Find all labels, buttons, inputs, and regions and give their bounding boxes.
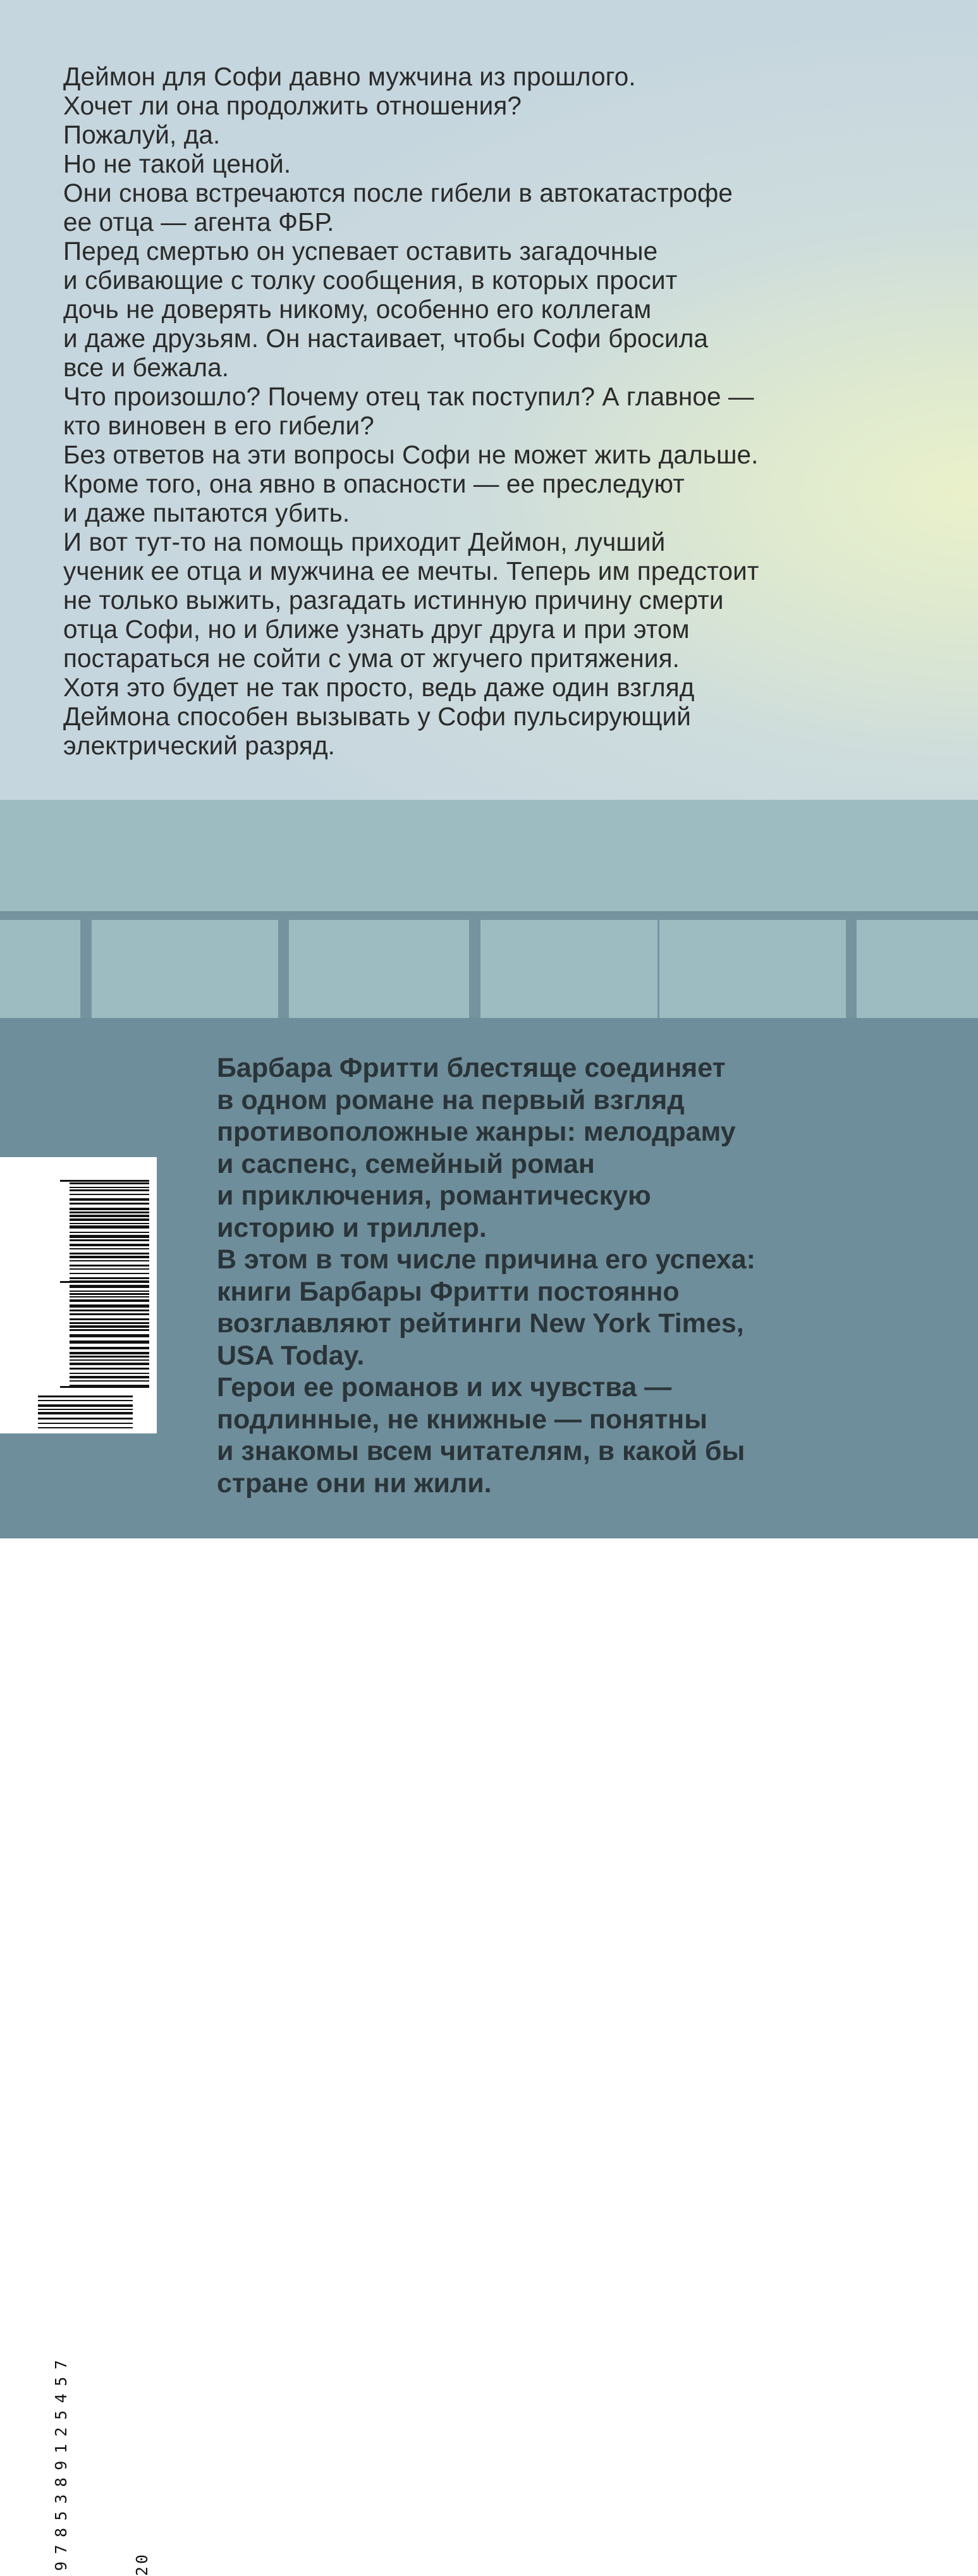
barcode-bar — [70, 1296, 149, 1297]
barcode-bar — [70, 1285, 149, 1288]
wall-panel — [289, 920, 469, 1018]
barcode-bar — [70, 1376, 149, 1378]
synopsis-line: Пожалуй, да. — [63, 120, 221, 149]
barcode-bar — [70, 1368, 149, 1370]
barcode-bar — [70, 1291, 149, 1292]
barcode-digits: 9785389125457 — [52, 2352, 70, 2571]
barcode-bar — [70, 1235, 149, 1238]
praise-line: в одном романе на первый взгляд — [217, 1084, 685, 1115]
synopsis-line: ученик ее отца и мужчина ее мечты. Теперь им предстоит — [63, 556, 759, 586]
barcode-bar — [70, 1299, 149, 1302]
praise-line: противоположные жанры: мелодраму — [217, 1117, 736, 1147]
praise-line: Барбара Фритти блестяще соединяет — [217, 1053, 726, 1083]
praise-line: USA Today. — [217, 1340, 365, 1371]
barcode-bar — [70, 1256, 149, 1258]
synopsis-line: дочь не доверять никому, особенно его коллегам — [63, 295, 652, 324]
synopsis-line: электрический разряд. — [63, 731, 336, 760]
praise-line: возглавляют рейтинги New York Times, — [217, 1308, 744, 1339]
barcode-bar — [38, 1400, 133, 1401]
barcode-bars — [0, 1157, 157, 1433]
synopsis-line: Они снова встречаются после гибели в автокатастрофе — [63, 178, 733, 207]
synopsis-line: Но не такой ценой. — [63, 149, 291, 178]
barcode-bar — [70, 1363, 149, 1365]
praise-line: историю и триллер. — [217, 1212, 487, 1243]
barcode-bar — [70, 1356, 149, 1358]
wall-panel — [0, 920, 80, 1018]
barcode-bar — [70, 1273, 149, 1274]
synopsis-line: Что произошло? Почему отец так поступил? А главное — — [63, 382, 754, 411]
barcode-bar — [38, 1409, 133, 1410]
synopsis-line: отца Софи, но и ближе узнать друг друга и при этом — [63, 615, 690, 644]
wall-panel — [659, 920, 846, 1018]
praise-text — [217, 1052, 963, 1499]
synopsis-line: И вот тут-то на помощь приходит Деймон, лучший — [63, 527, 666, 556]
barcode-bar — [70, 1239, 149, 1241]
barcode-bar — [70, 1189, 149, 1191]
praise-line: Герои ее романов и их чувства — — [217, 1372, 672, 1402]
barcode-bar — [38, 1423, 133, 1424]
barcode-bar — [70, 1211, 149, 1213]
barcode-bar — [70, 1215, 149, 1217]
barcode-bar — [70, 1322, 149, 1324]
wall-upper-band — [0, 800, 978, 911]
barcode-bar — [70, 1373, 149, 1374]
synopsis-line: и сбивающие с толку сообщения, в которых просит — [63, 266, 678, 295]
synopsis-line: кто виновен в его гибели? — [63, 411, 374, 440]
barcode-bar — [60, 1180, 149, 1182]
barcode-bar — [70, 1304, 149, 1308]
wall-panel-row — [0, 920, 978, 1018]
barcode-bar — [70, 1253, 149, 1254]
barcode-bar — [70, 1352, 149, 1354]
barcode-bar — [38, 1418, 133, 1420]
barcode-bar — [70, 1260, 149, 1261]
wall-panel — [92, 920, 278, 1018]
synopsis-line: Без ответов на эти вопросы Софи не может жить дальше. — [63, 440, 759, 469]
barcode-bar — [70, 1340, 149, 1344]
barcode-bar — [70, 1309, 149, 1311]
barcode-bar — [70, 1244, 149, 1246]
synopsis-line: Кроме того, она явно в опасности — ее преследуют — [63, 469, 685, 498]
praise-line: подлинные, не книжные — понятны — [217, 1404, 707, 1435]
synopsis-line: Перед смертью он успевает оставить загадочные — [63, 236, 658, 266]
barcode-bar — [70, 1293, 149, 1295]
barcode-bar — [60, 1281, 149, 1283]
synopsis-line: постараться не сойти с ума от жгучего притяжения. — [63, 644, 680, 673]
praise-line: и знакомы всем читателям, в какой бы — [217, 1436, 745, 1466]
barcode-bar — [70, 1198, 149, 1201]
praise-line: В этом в том числе причина его успеха: — [217, 1244, 755, 1275]
barcode-bar — [70, 1268, 149, 1270]
barcode-bar — [70, 1194, 149, 1195]
barcode-bar — [70, 1225, 149, 1229]
synopsis-line: ее отца — агента ФБР. — [63, 207, 334, 236]
barcode-bar — [38, 1395, 133, 1397]
synopsis-line: Деймона способен вызывать у Софи пульсирующий — [63, 702, 691, 731]
praise-line: книги Барбары Фритти постоянно — [217, 1276, 680, 1307]
barcode-bar — [70, 1325, 149, 1328]
wall-panel — [857, 920, 978, 1018]
barcode-bar — [38, 1404, 133, 1407]
praise-line: и саспенс, семейный роман — [217, 1148, 595, 1179]
barcode-bar — [70, 1347, 149, 1349]
barcode-bar — [70, 1223, 149, 1224]
barcode-bar — [70, 1232, 149, 1233]
barcode-bar — [70, 1203, 149, 1205]
synopsis-line: и даже друзьям. Он настаивает, чтобы Софи бросила — [63, 324, 709, 353]
isbn-barcode — [0, 1157, 157, 2576]
praise-line: и приключения, романтическую — [217, 1181, 651, 1211]
barcode-bar — [70, 1318, 149, 1320]
barcode-bar — [70, 1313, 149, 1315]
barcode-bar — [70, 1334, 149, 1337]
wall-panel — [480, 920, 657, 1018]
synopsis-line: не только выжить, разгадать истинную причину смерти — [63, 586, 724, 615]
barcode-bar — [70, 1329, 149, 1331]
wall-ledge — [0, 911, 978, 920]
barcode-bar — [70, 1265, 149, 1267]
barcode-bar — [70, 1208, 149, 1210]
barcode-bar — [70, 1277, 149, 1279]
barcode-bar — [70, 1187, 149, 1188]
synopsis-line: Хотя это будет не так просто, ведь даже один взгляд — [63, 673, 695, 702]
barcode-bar — [38, 1412, 133, 1414]
synopsis-line: Хочет ли она продолжить отношения? — [63, 91, 522, 120]
barcode-bar — [70, 1248, 149, 1249]
barcode-addon-digits: 20 — [133, 2551, 151, 2576]
synopsis-text — [63, 62, 885, 760]
barcode-bar — [60, 1386, 149, 1388]
synopsis-line: все и бежала. — [63, 353, 229, 382]
synopsis-line: и даже пытаются убить. — [63, 498, 350, 527]
barcode-bar — [70, 1359, 149, 1361]
synopsis-line: Деймон для Софи давно мужчина из прошлого. — [63, 62, 636, 91]
barcode-bar — [70, 1218, 149, 1221]
barcode-bar — [70, 1182, 149, 1184]
barcode-bar — [70, 1380, 149, 1382]
barcode-bar — [38, 1427, 133, 1428]
praise-line: стране они ни жили. — [217, 1468, 492, 1499]
